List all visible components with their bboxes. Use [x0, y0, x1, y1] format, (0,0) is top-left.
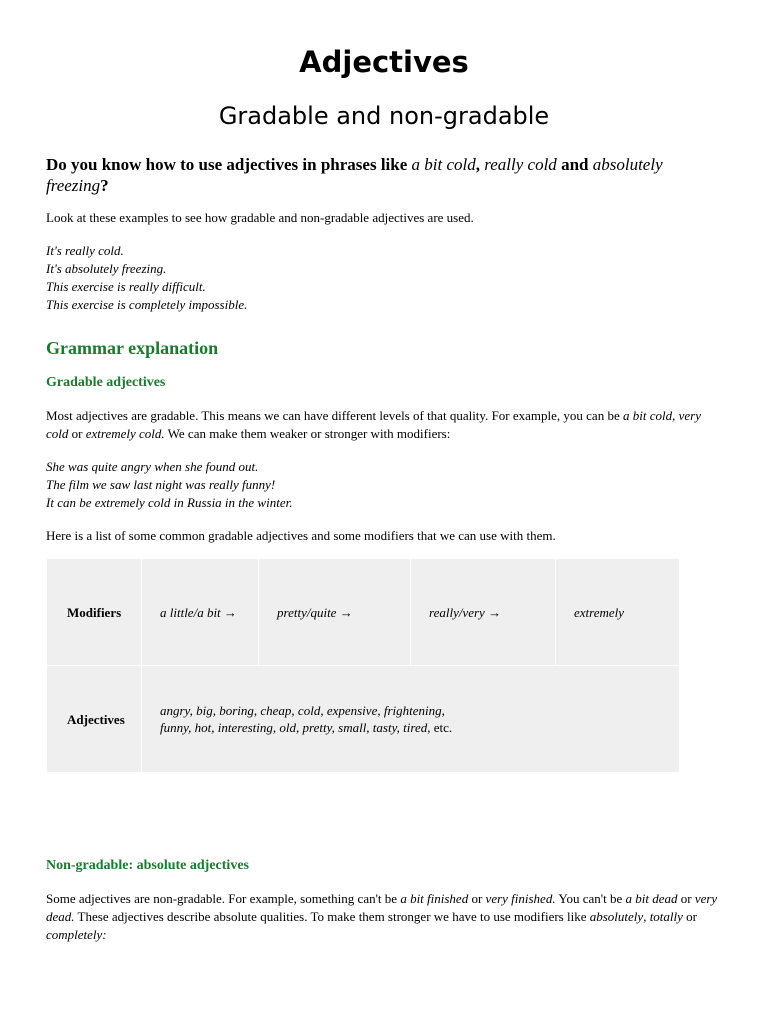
intro-examples	[46, 242, 726, 314]
example-sentence: It's really cold.	[46, 243, 124, 258]
paragraph-text: or	[677, 891, 695, 906]
example-sentence: It's absolutely freezing.	[46, 261, 167, 276]
paragraph-text: Some adjectives are non-gradable. For example, something can't be	[46, 891, 401, 906]
paragraph-text: ,	[672, 408, 679, 423]
question-text: Do you know how to use adjectives in phrases like	[46, 155, 412, 174]
adjectives-line: angry, big, boring, cheap, cold, expensive, frightening,	[160, 703, 445, 718]
modifiers-label: Modifiers	[47, 559, 142, 666]
page-subtitle: Gradable and non-gradable	[218, 102, 550, 130]
example-sentence: The film we saw last night was really funny!	[46, 477, 276, 492]
modifier-cell: extremely	[556, 559, 680, 666]
paragraph-text: We can make them weaker or stronger with modifiers:	[164, 426, 451, 441]
list-intro: Here is a list of some common gradable adjectives and some modifiers that we can use with them.	[46, 528, 556, 543]
paragraph-phrase: very cold	[46, 408, 701, 441]
paragraph-phrase: a bit cold	[622, 408, 673, 423]
example-sentence: This exercise is really difficult.	[46, 279, 206, 294]
paragraph-phrase: a bit dead	[625, 891, 678, 906]
paragraph-text: or	[468, 891, 486, 906]
paragraph-text: You can't be	[555, 891, 626, 906]
intro-lead: Look at these examples to see how gradable and non-gradable adjectives are used.	[46, 210, 474, 225]
grammar-heading: Grammar explanation	[46, 338, 219, 358]
paragraph-text: These adjectives describe absolute qualities. To make them stronger we have to use modifiers like	[74, 909, 590, 924]
question-phrase: a bit cold	[411, 155, 476, 174]
question-phrase: really cold	[484, 155, 557, 174]
paragraph-phrase: extremely cold.	[85, 426, 165, 441]
adjectives-cell	[142, 666, 680, 773]
modifier-cell: really/very →	[411, 559, 556, 666]
paragraph-phrase: a bit finished	[400, 891, 469, 906]
modifier-cell: a little/a bit →	[142, 559, 259, 666]
paragraph-phrase: very finished.	[485, 891, 556, 906]
modifier-cell: pretty/quite →	[259, 559, 411, 666]
paragraph-phrase: totally	[649, 909, 683, 924]
intro-question	[46, 154, 716, 196]
paragraph-text: ,	[643, 909, 650, 924]
example-sentence: It can be extremely cold in Russia in the winter.	[46, 495, 293, 510]
gradable-examples	[46, 458, 726, 512]
non-gradable-paragraph	[46, 890, 726, 944]
question-text: ?	[100, 176, 109, 195]
paragraph-phrase: absolutely	[589, 909, 644, 924]
adjectives-list: funny, hot, interesting, old, pretty, small, tasty, tired	[160, 720, 428, 735]
paragraph-text: or	[68, 426, 86, 441]
example-sentence: This exercise is completely impossible.	[46, 297, 248, 312]
paragraph-text: or	[682, 909, 697, 924]
question-phrase: absolutely freezing	[46, 155, 663, 195]
table-row	[47, 559, 680, 666]
gradable-paragraph	[46, 407, 726, 443]
adjectives-etc: , etc.	[427, 720, 453, 735]
paragraph-text: Most adjectives are gradable. This means we can have different levels of that quality. For example, you can be	[46, 408, 623, 423]
page-title: Adjectives	[299, 45, 469, 79]
modifiers-table	[46, 558, 680, 773]
non-gradable-heading: Non-gradable: absolute adjectives	[46, 858, 249, 873]
gradable-heading: Gradable adjectives	[46, 375, 166, 390]
example-sentence: She was quite angry when she found out.	[46, 459, 259, 474]
adjectives-label: Adjectives	[47, 666, 142, 773]
table-row	[47, 666, 680, 773]
question-text: and	[556, 155, 593, 174]
paragraph-phrase: very dead.	[46, 891, 718, 924]
paragraph-phrase: completely:	[46, 927, 107, 942]
adjectives-line	[160, 719, 661, 736]
question-text: ,	[475, 155, 485, 174]
